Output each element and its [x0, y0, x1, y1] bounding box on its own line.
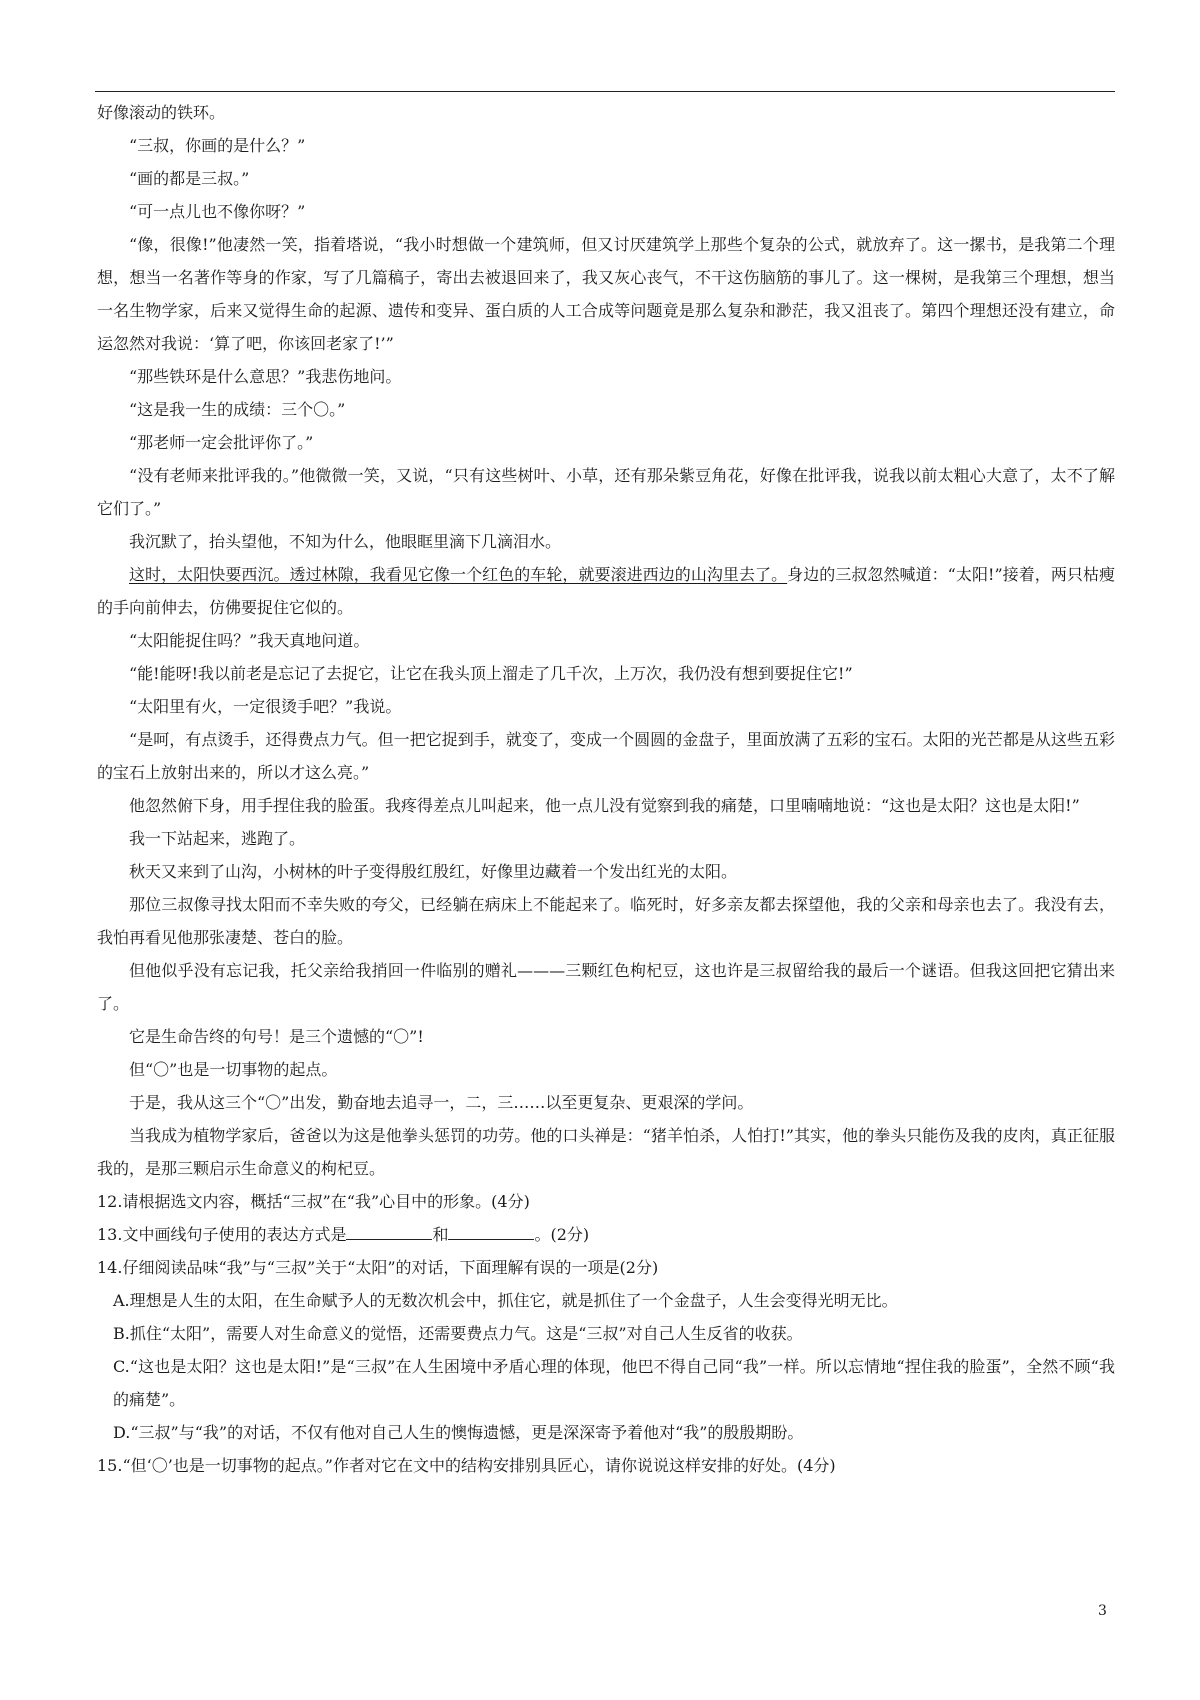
paragraph-underlined — [97, 558, 1115, 624]
paragraph: 秋天又来到了山沟，小树林的叶子变得殷红殷红，好像里边藏着一个发出红光的太阳。 — [129, 862, 738, 881]
paragraph: 他忽然俯下身，用手捏住我的脸蛋。我疼得差点儿叫起来，他一点儿没有觉察到我的痛楚，口里喃喃地说：“这也是太阳？这也是太阳!” — [129, 796, 1080, 815]
paragraph: 当我成为植物学家后，爸爸以为这是他拳头惩罚的功劳。他的口头禅是：“猪羊怕杀，人怕打!”其实，他的拳头只能伤及我的皮肉，真正征服我的，是那三颗启示生命意义的枸杞豆。 — [97, 1126, 1115, 1178]
paragraph: “三叔，你画的是什么？” — [129, 136, 306, 155]
paragraph: 我沉默了，抬头望他，不知为什么，他眼眶里滴下几滴泪水。 — [129, 532, 562, 551]
paragraph: “太阳能捉住吗？”我天真地问道。 — [129, 631, 370, 650]
paragraph: “是呵，有点烫手，还得费点力气。但一把它捉到手，就变了，变成一个圆圆的金盘子，里面放满了五彩的宝石。太阳的光芒都是从这些五彩的宝石上放射出来的，所以才这么亮。” — [97, 730, 1115, 782]
question-14: 14.仔细阅读品味“我”与“三叔”关于“太阳”的对话，下面理解有误的一项是(2分) — [97, 1258, 659, 1277]
page-number: 3 — [1098, 1603, 1107, 1619]
paragraph: “那些铁环是什么意思？”我悲伤地问。 — [129, 367, 402, 386]
option-b: B.抓住“太阳”，需要人对生命意义的觉悟，还需要费点力气。这是“三叔”对自己人生反省的收获。 — [113, 1324, 803, 1343]
paragraph: 那位三叔像寻找太阳而不幸失败的夸父，已经躺在病床上不能起来了。临死时，好多亲友都去探望他，我的父亲和母亲也去了。我没有去，我怕再看见他那张凄楚、苍白的脸。 — [97, 895, 1115, 947]
question-12: 12.请根据选文内容，概括“三叔”在“我”心目中的形象。(4分) — [97, 1192, 530, 1211]
option-d: D.“三叔”与“我”的对话，不仅有他对自己人生的懊悔遗憾，更是深深寄予着他对“我”的殷殷期盼。 — [113, 1423, 804, 1442]
option-c: C.“这也是太阳？这也是太阳!”是“三叔”在人生困境中矛盾心理的体现，他巴不得自己同“我”一样。所以忘情地“捏住我的脸蛋”，全然不顾“我的痛楚”。 — [113, 1357, 1115, 1409]
paragraph: 但他似乎没有忘记我，托父亲给我捎回一件临别的赠礼———三颗红色枸杞豆，这也许是三叔留给我的最后一个谜语。但我这回把它猜出来了。 — [97, 961, 1115, 1013]
paragraph: “这是我一生的成绩：三个〇。” — [129, 400, 346, 419]
paragraph: “像，很像!”他凄然一笑，指着塔说，“我小时想做一个建筑师，但又讨厌建筑学上那些个复杂的公式，就放弃了。这一摞书，是我第二个理想，想当一名著作等身的作家，写了几篇稿子，寄出去被退回来了，我又灰心丧气，不干这伤脑筋的事儿了。这一棵树，是我第三个理想，想当一名生物学家，后来又觉得生命的起源、遗传和变异、蛋白质的人工合成等问题竟是那么复杂和渺茫，我又沮丧了。第四个理想还没有建立，命运忽然对我说：‘算了吧，你该回老家了!’” — [97, 235, 1115, 353]
option-a: A.理想是人生的太阳，在生命赋予人的无数次机会中，抓住它，就是抓住了一个金盘子，人生会变得光明无比。 — [113, 1291, 898, 1310]
paragraph: 我一下站起来，逃跑了。 — [129, 829, 306, 848]
document-body — [97, 96, 1115, 1482]
question-13 — [97, 1218, 1115, 1251]
paragraph: “能!能呀!我以前老是忘记了去捉它，让它在我头顶上溜走了几千次，上万次，我仍没有想到要捉住它!” — [129, 664, 853, 683]
question-13-suffix: 。(2分) — [534, 1225, 590, 1244]
paragraph: “画的都是三叔。” — [129, 169, 250, 188]
paragraph: 好像滚动的铁环。 — [97, 103, 226, 122]
paragraph: “可一点儿也不像你呀？” — [129, 202, 306, 221]
question-13-and: 和 — [432, 1225, 449, 1244]
paragraph-continuation: 身边的三叔忽然喊道：“太阳!”接着，两只枯瘦的手向前伸去，仿佛要捉住它似的。 — [97, 565, 1115, 617]
paragraph: 它是生命告终的句号！是三个遗憾的“〇”! — [129, 1027, 424, 1046]
question-15: 15.“但‘〇’也是一切事物的起点。”作者对它在文中的结构安排别具匠心，请你说说这样安排的好处。(4分) — [97, 1456, 836, 1475]
answer-blank-1[interactable] — [346, 1221, 432, 1240]
paragraph: “太阳里有火，一定很烫手吧？”我说。 — [129, 697, 402, 716]
question-13-prefix: 13.文中画线句子使用的表达方式是 — [97, 1225, 347, 1244]
paragraph: 于是，我从这三个“〇”出发，勤奋地去追寻一，二，三……以至更复杂、更艰深的学问。 — [129, 1093, 754, 1112]
paragraph: “那老师一定会批评你了。” — [129, 433, 314, 452]
underlined-sentence: 这时，太阳快要西沉。透过林隙，我看见它像一个红色的车轮，就要滚进西边的山沟里去了。 — [129, 565, 788, 584]
paragraph: 但“〇”也是一切事物的起点。 — [129, 1060, 338, 1079]
header-rule — [95, 91, 1115, 92]
answer-blank-2[interactable] — [448, 1221, 534, 1240]
paragraph: “没有老师来批评我的。”他微微一笑，又说，“只有这些树叶、小草，还有那朵紫豆角花，好像在批评我，说我以前太粗心大意了，太不了解它们了。” — [97, 466, 1115, 518]
